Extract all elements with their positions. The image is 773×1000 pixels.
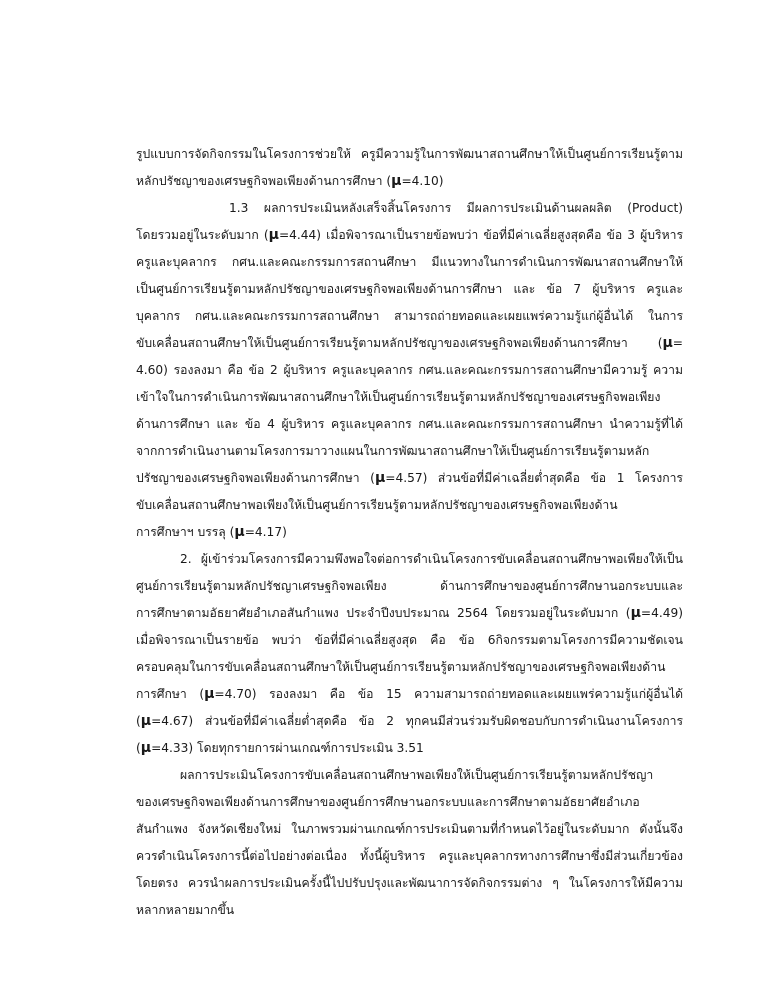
- p2-line-1: 1.3 ผลการประเมินหลังเสร็จสิ้นโครงการ มีผลการประเมินด้านผลผลิต (Product): [229, 201, 683, 215]
- p4-line-5: โดยตรง ควรนำผลการประเมินครั้งนี้ไปปรับปรุงและพัฒนาการจัดกิจกรรมต่าง ๆ ในโครงการให้มีความ: [136, 876, 683, 890]
- mu-symbol: μ: [234, 524, 245, 540]
- p4-line-6: หลากหลายมากขึ้น: [136, 903, 235, 917]
- p2-line-5: บุคลากร กศน.และคณะกรรมการสถานศึกษา สามารถถ่ายทอดและเผยแพร่ความรู้แก่ผู้อื่นได้ ในการ: [136, 309, 683, 323]
- p4-line-2: ของเศรษฐกิจพอเพียงด้านการศึกษาของศูนย์การศึกษานอกระบบและการศึกษาตามอัธยาศัยอำเภอ: [136, 795, 640, 809]
- p3-line-1: 2. ผู้เข้าร่วมโครงการมีความพึงพอใจต่อการดำเนินโครงการขับเคลื่อนสถานศึกษาพอเพียงให้เป็น: [180, 552, 683, 566]
- p3-line-7: (μ=4.67) ส่วนข้อที่มีค่าเฉลี่ยต่ำสุดคือ ข้อ 2 ทุกคนมีส่วนร่วมรับผิดชอบกับการดำเนินงานโครงการ: [136, 713, 683, 729]
- p3-line-8: (μ=4.33) โดยทุกรายการผ่านเกณฑ์การประเมิน 3.51: [136, 740, 424, 756]
- mu-symbol: μ: [268, 227, 279, 243]
- p2-line-13: การศึกษาฯ บรรลุ (μ=4.17): [136, 524, 287, 540]
- p3-line-5: ครอบคลุมในการขับเคลื่อนสถานศึกษาให้เป็นศูนย์การเรียนรู้ตามหลักปรัชญาของเศรษฐกิจพอเพียงด้าน: [136, 660, 666, 674]
- mu-symbol: μ: [140, 740, 152, 756]
- p2-line-9: ด้านการศึกษา และ ข้อ 4 ผู้บริหาร ครูและบุคลากร กศน.และคณะกรรมการสถานศึกษา นำความรู้ที่ได้: [136, 417, 683, 431]
- p3-line-3: การศึกษาตามอัธยาศัยอำเภอสันกำแพง ประจำปีงบประมาณ 2564 โดยรวมอยู่ในระดับมาก (μ=4.49): [136, 605, 683, 621]
- p4-line-4: ควรดำเนินโครงการนี้ต่อไปอย่างต่อเนื่อง ทั้งนี้ผู้บริหาร ครูและบุคลากรทางการศึกษาซึ่งมีส่วนเกี่ยวข้อง: [136, 849, 683, 863]
- p2-line-2: โดยรวมอยู่ในระดับมาก (μ=4.44) เมื่อพิจารณาเป็นรายข้อพบว่า ข้อที่มีค่าเฉลี่ยสูงสุดคือ ข้อ 3 ผู้บริหาร: [136, 227, 683, 243]
- p2-line-4: เป็นศูนย์การเรียนรู้ตามหลักปรัชญาของเศรษฐกิจพอเพียงด้านการศึกษา และ ข้อ 7 ผู้บริหาร ครูและ: [136, 282, 683, 296]
- mu-symbol: μ: [374, 470, 386, 486]
- mu-symbol: μ: [630, 605, 641, 621]
- p2-line-12: ขับเคลื่อนสถานศึกษาพอเพียงให้เป็นศูนย์การเรียนรู้ตามหลักปรัชญาของเศรษฐกิจพอเพียงด้าน: [136, 498, 618, 512]
- p1-line-1: รูปแบบการจัดกิจกรรมในโครงการช่วยให้ ครูมีความรู้ในการพัฒนาสถานศึกษาให้เป็นศูนย์การเรียนรู้ตาม: [136, 147, 683, 161]
- p2-line-7: 4.60) รองลงมา คือ ข้อ 2 ผู้บริหาร ครูและบุคลากร กศน.และคณะกรรมการสถานศึกษามีความรู้ ความ: [136, 363, 683, 377]
- p2-line-8: เข้าใจในการดำเนินการพัฒนาสถานศึกษาให้เป็นศูนย์การเรียนรู้ตามหลักปรัชญาของเศรษฐกิจพอเพียง: [136, 390, 661, 404]
- p3-line-6: การศึกษา (μ=4.70) รองลงมา คือ ข้อ 15 ความสามารถถ่ายทอดและเผยแพร่ความรู้แก่ผู้อื่นได้: [136, 686, 683, 702]
- p1-line-2: หลักปรัชญาของเศรษฐกิจพอเพียงด้านการศึกษา (μ=4.10): [136, 173, 444, 189]
- mu-symbol: μ: [391, 173, 402, 189]
- mu-symbol: μ: [204, 686, 215, 702]
- p4-line-1: ผลการประเมินโครงการขับเคลื่อนสถานศึกษาพอเพียงให้เป็นศูนย์การเรียนรู้ตามหลักปรัชญา: [180, 768, 654, 782]
- p2-line-6: ขับเคลื่อนสถานศึกษาให้เป็นศูนย์การเรียนรู้ตามหลักปรัชญาของเศรษฐกิจพอเพียงด้านการศึกษา (μ=: [136, 335, 683, 351]
- p3-line-2: ศูนย์การเรียนรู้ตามหลักปรัชญาเศรษฐกิจพอเพียง ด้านการศึกษาของศูนย์การศึกษานอกระบบและ: [136, 579, 683, 593]
- p4-line-3: สันกำแพง จังหวัดเชียงใหม่ ในภาพรวมผ่านเกณฑ์การประเมินตามที่กำหนดไว้อยู่ในระดับมาก ดังนั้นจึง: [136, 822, 683, 836]
- p2-line-11: ปรัชญาของเศรษฐกิจพอเพียงด้านการศึกษา (μ=4.57) ส่วนข้อที่มีค่าเฉลี่ยต่ำสุดคือ ข้อ 1 โครงการ: [136, 470, 683, 486]
- p3-line-4: เมื่อพิจารณาเป็นรายข้อ พบว่า ข้อที่มีค่าเฉลี่ยสูงสุด คือ ข้อ 6กิจกรรมตามโครงการมีความชัดเจน: [136, 633, 683, 647]
- mu-symbol: μ: [140, 713, 152, 729]
- p2-line-3: ครูและบุคลากร กศน.และคณะกรรมการสถานศึกษา มีแนวทางในการดำเนินการพัฒนาสถานศึกษาให้: [136, 255, 683, 269]
- p2-line-10: จากการดำเนินงานตามโครงการมาวางแผนในการพัฒนาสถานศึกษาให้เป็นศูนย์การเรียนรู้ตามหลัก: [136, 444, 650, 458]
- mu-symbol: μ: [662, 335, 673, 351]
